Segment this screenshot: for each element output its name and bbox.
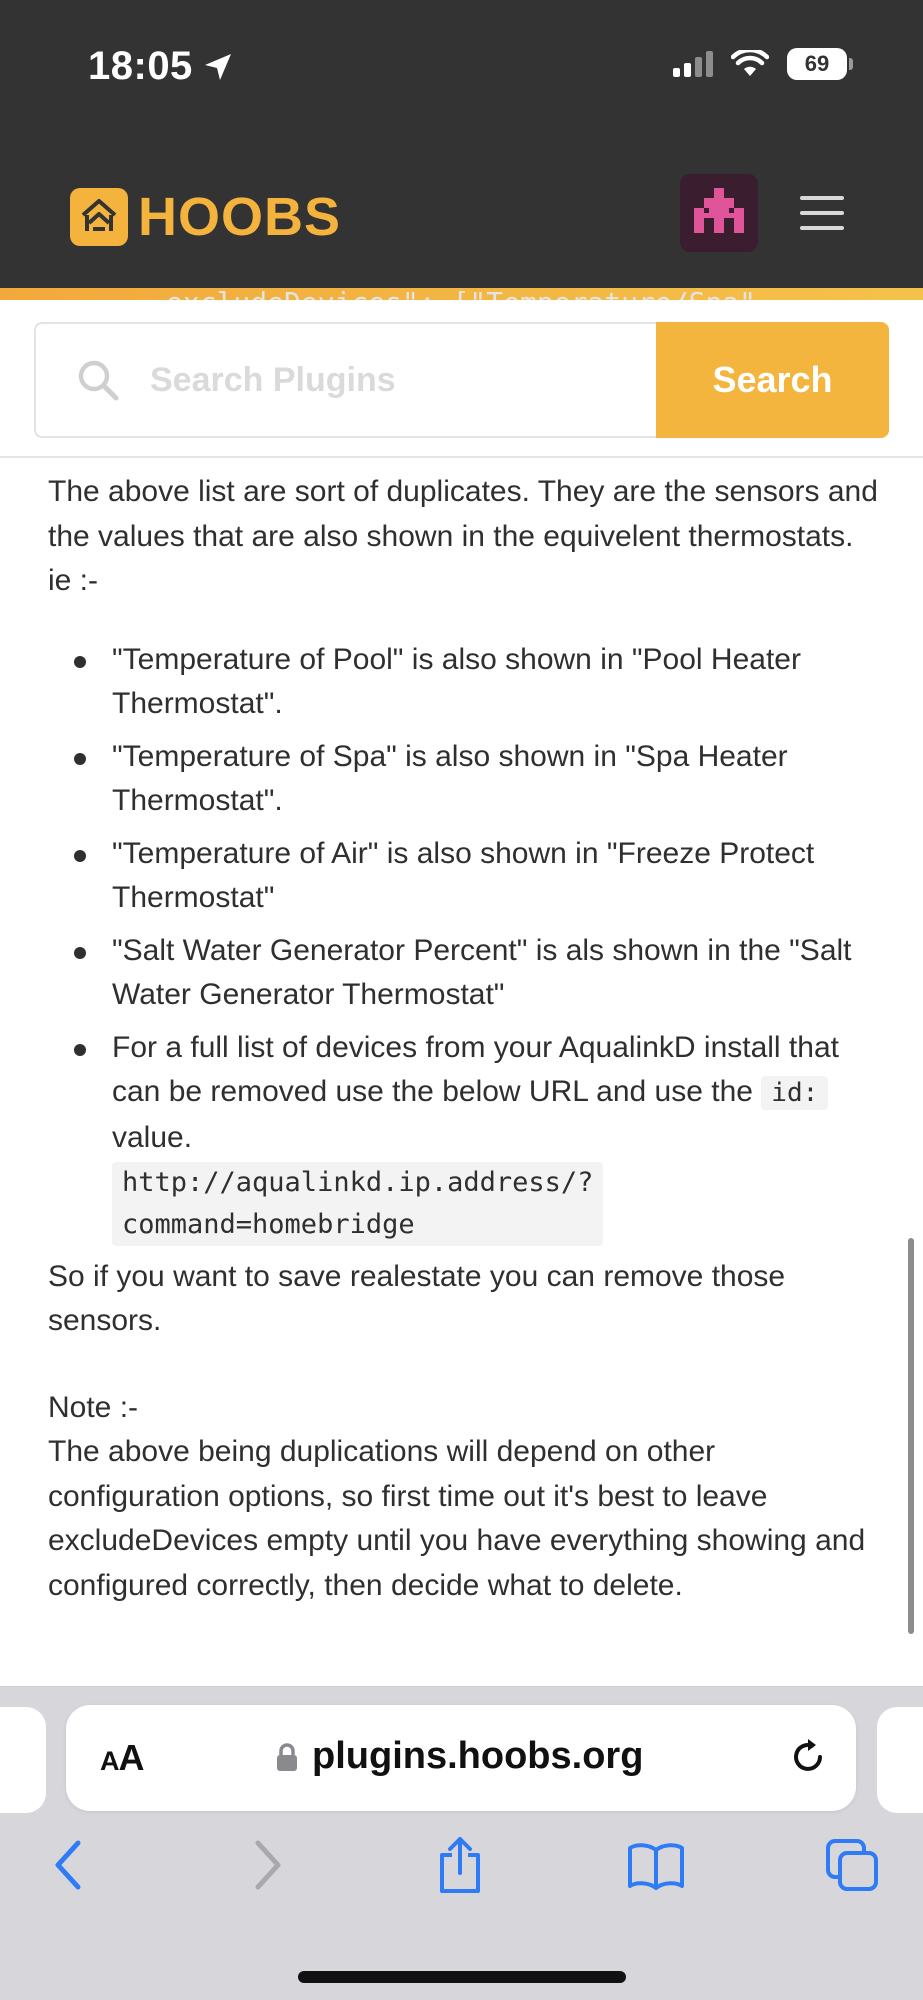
logo-text: HOOBS — [138, 187, 342, 247]
list-item — [48, 1026, 878, 1247]
chevron-right-icon — [248, 1839, 288, 1891]
bookmarks-button[interactable] — [624, 1833, 688, 1897]
site-header — [0, 0, 923, 288]
book-icon — [626, 1840, 686, 1890]
plugin-search-bar — [0, 300, 923, 458]
search-button[interactable]: Search — [656, 322, 889, 438]
cellular-signal-icon — [673, 51, 713, 77]
search-input[interactable] — [150, 361, 570, 400]
forward-button[interactable] — [236, 1833, 300, 1897]
previous-tab-peek[interactable] — [0, 1707, 46, 1813]
battery-level: 69 — [804, 51, 830, 76]
url-display[interactable] — [276, 1735, 643, 1778]
url-code-line-2: command=homebridge — [122, 1209, 415, 1240]
status-time-text: 18:05 — [88, 44, 193, 88]
note-body: The above being duplications will depend on other configuration options, so first time out it's best to leave excludeDevices empty until you have everything showing and configured correctly, then decide what to delete. — [48, 1435, 866, 1602]
url-code-block — [112, 1162, 603, 1246]
text-size-button[interactable] — [100, 1737, 144, 1779]
status-time — [88, 44, 233, 89]
back-button[interactable] — [36, 1833, 100, 1897]
list-item: "Salt Water Generator Percent" is als shown in the "Salt Water Generator Thermostat" — [48, 929, 878, 1018]
battery-icon — [787, 48, 847, 80]
url-text: plugins.hoobs.org — [312, 1735, 644, 1777]
home-indicator — [298, 1971, 626, 1983]
tabs-button[interactable] — [820, 1833, 884, 1897]
duplicates-list — [48, 638, 878, 1247]
inline-code-id: id: — [761, 1076, 828, 1110]
chevron-left-icon — [48, 1839, 88, 1891]
hoobs-logo-icon — [70, 188, 128, 246]
search-field[interactable] — [34, 322, 656, 438]
url-code-line-1: http://aqualinkd.ip.address/? — [122, 1167, 594, 1198]
location-arrow-icon — [203, 52, 233, 82]
reload-icon[interactable] — [786, 1735, 830, 1779]
text-size-big-a: A — [118, 1737, 144, 1778]
browser-nav-row — [0, 1833, 923, 1913]
share-icon — [434, 1835, 486, 1895]
page-scrollbar[interactable] — [908, 1238, 914, 1634]
search-icon — [76, 358, 120, 402]
plugin-readme-content — [48, 470, 878, 1608]
text-size-small-a: A — [100, 1746, 119, 1776]
next-tab-peek[interactable] — [877, 1707, 923, 1813]
user-avatar[interactable] — [680, 174, 758, 252]
share-button[interactable] — [428, 1833, 492, 1897]
address-bar[interactable] — [66, 1705, 856, 1811]
tabs-icon — [824, 1837, 880, 1893]
lock-icon — [276, 1742, 298, 1772]
list-item-text: For a full list of devices from your AqualinkD install that can be removed use the below URL and use the — [112, 1030, 839, 1108]
menu-hamburger-icon[interactable] — [800, 196, 844, 230]
browser-toolbar — [0, 1686, 923, 2000]
list-item: "Temperature of Spa" is also shown in "Spa Heater Thermostat". — [48, 735, 878, 824]
list-item-text-after: value. — [112, 1120, 193, 1154]
hoobs-logo[interactable] — [70, 186, 341, 248]
note-label: Note :- — [48, 1390, 139, 1424]
status-indicators — [673, 48, 847, 80]
space-invader-icon — [689, 188, 749, 238]
intro-paragraph: The above list are sort of duplicates. They are the sensors and the values that are also shown in the equivelent thermostats. ie :- — [48, 475, 878, 597]
note-block — [48, 1386, 878, 1609]
wifi-icon — [731, 50, 769, 78]
save-realestate-paragraph: So if you want to save realestate you can remove those sensors. — [48, 1259, 786, 1337]
list-item: "Temperature of Air" is also shown in "Freeze Protect Thermostat" — [48, 832, 878, 921]
list-item: "Temperature of Pool" is also shown in "Pool Heater Thermostat". — [48, 638, 878, 727]
